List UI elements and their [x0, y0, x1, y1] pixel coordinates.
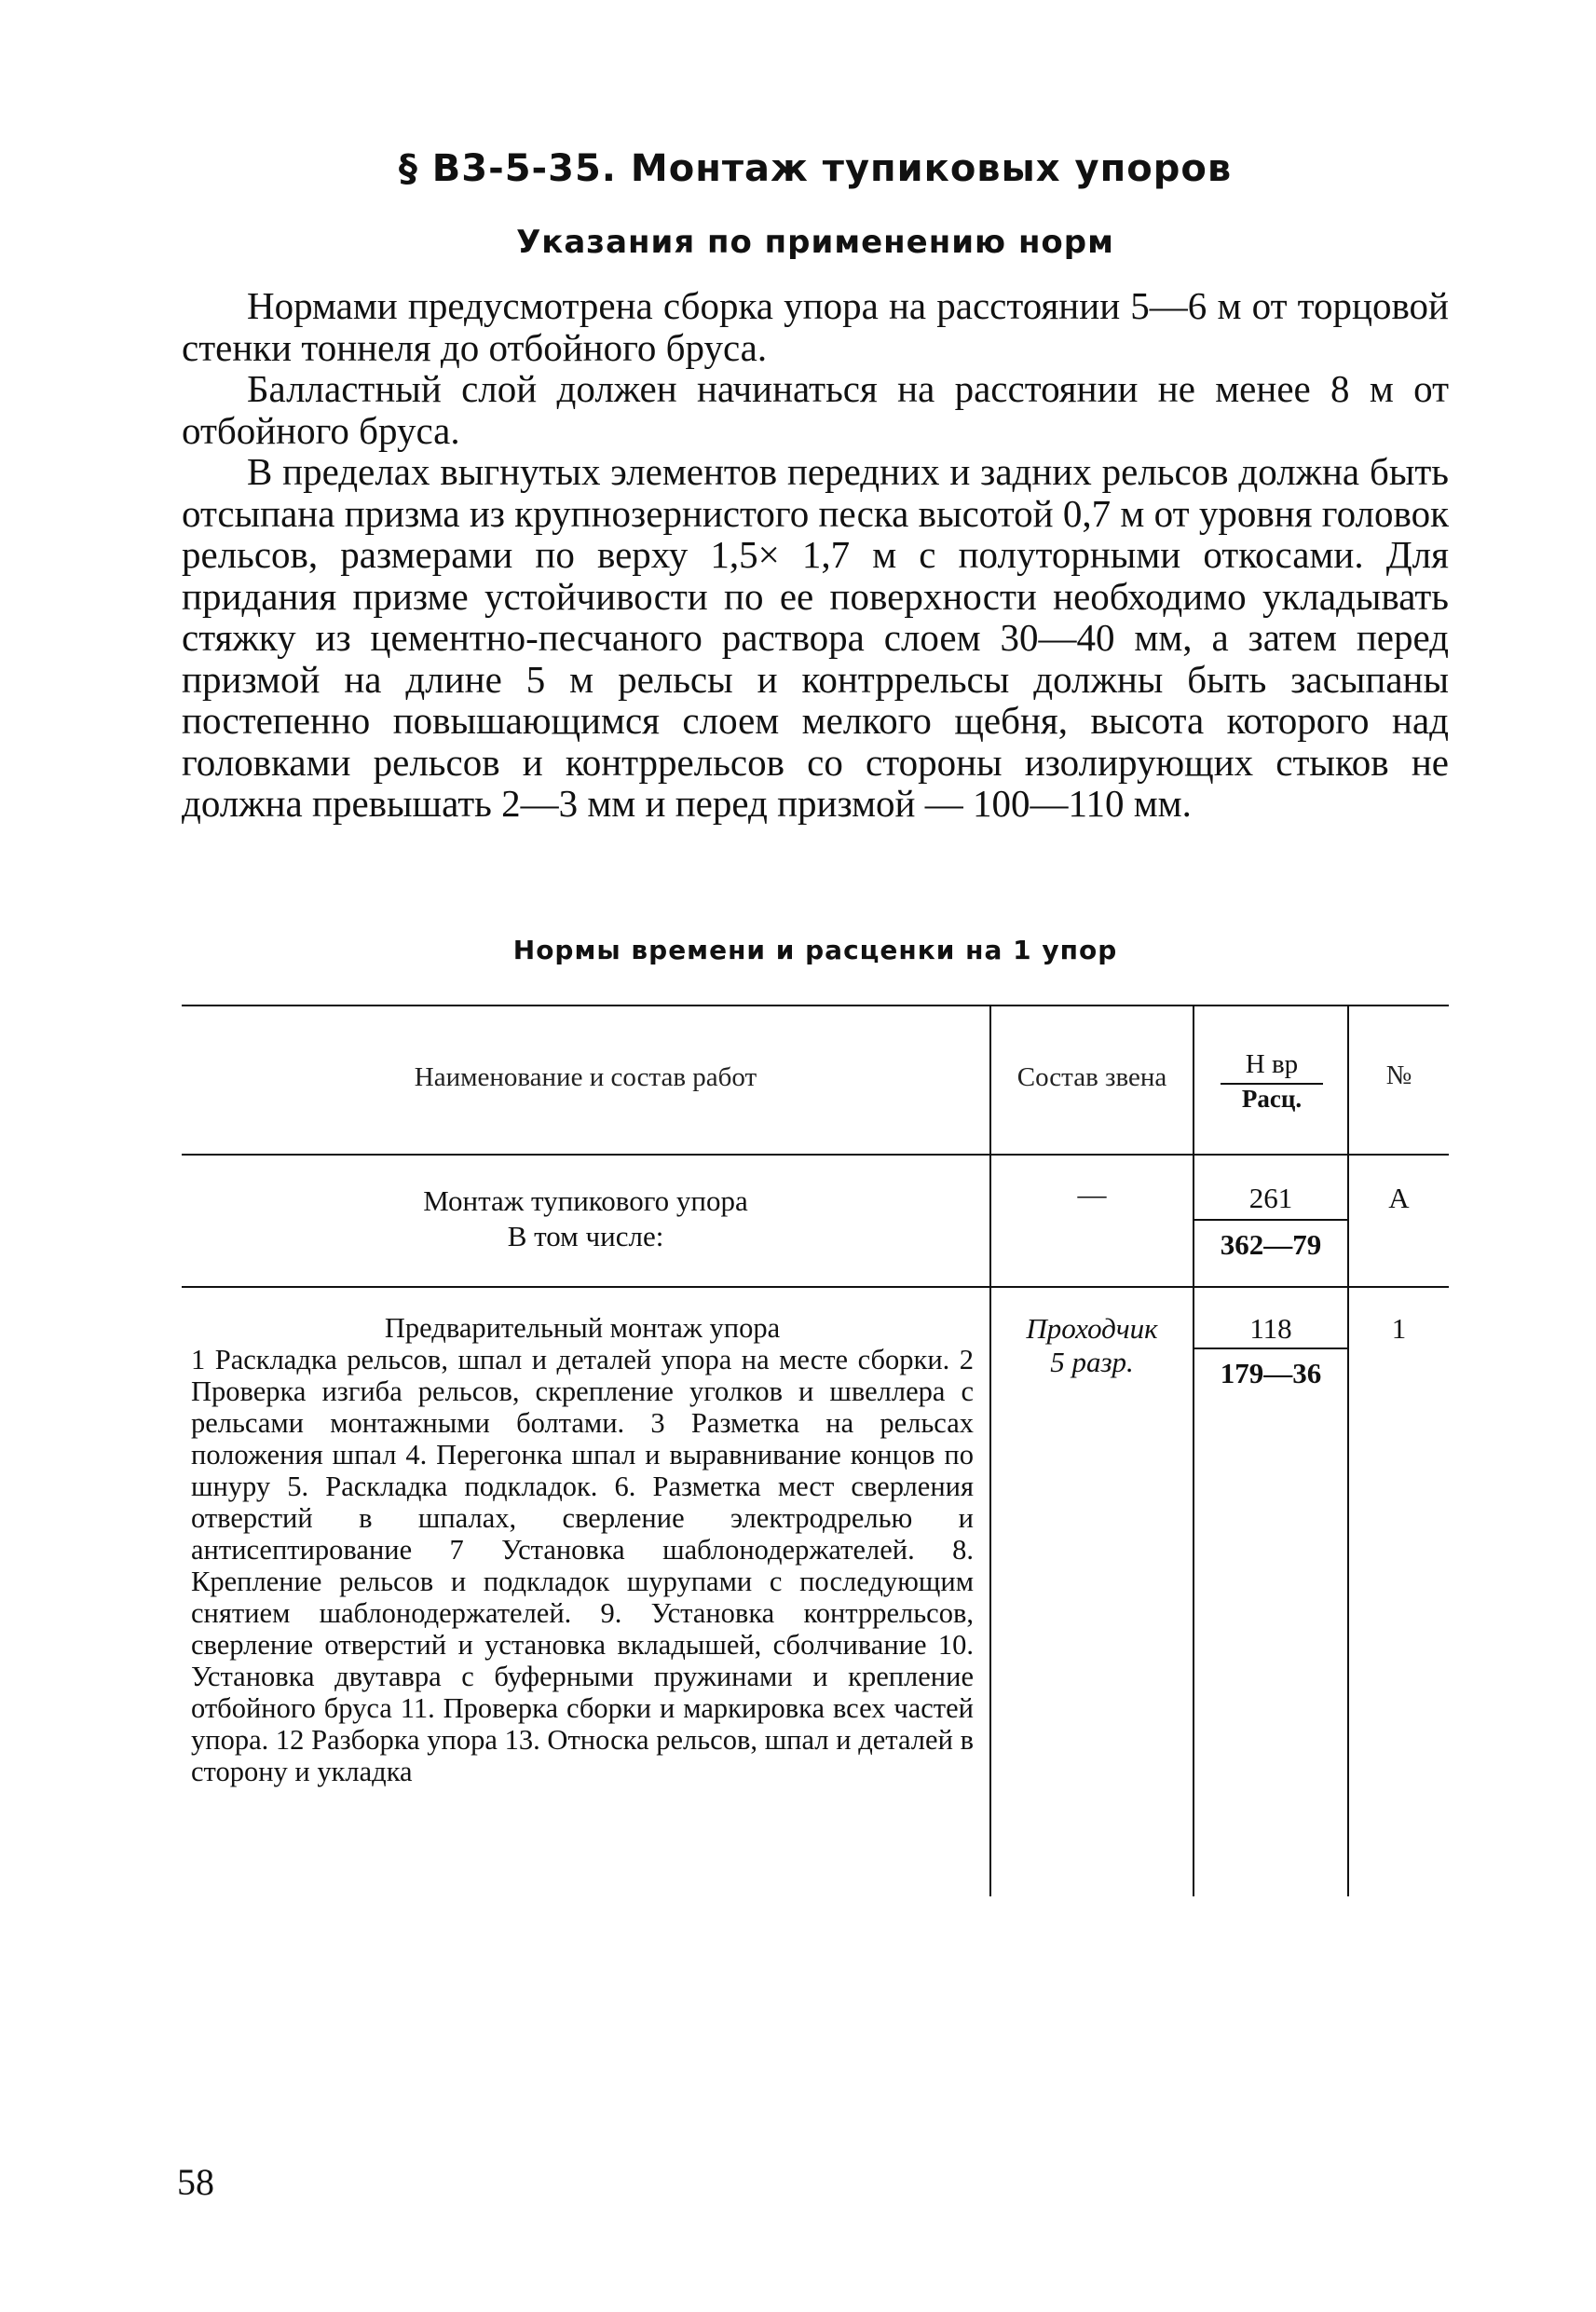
row-1-description — [191, 1312, 974, 1787]
row-a-norm-time: 261 — [1248, 1182, 1293, 1214]
row-a-number: А — [1388, 1182, 1410, 1214]
column-divider-norm — [1193, 1005, 1194, 1896]
subsection-title: Указания по применению норм — [516, 224, 1114, 261]
row-1-work-steps: 1 Раскладка рельсов, шпал и деталей упора на месте сборки. 2 Проверка изгиба рельсов, скрепление уголков и швеллера с рельсами монтажными болтами. 3 Разметка на рельсах положения шпал 4. Перегонка шпал и выравнивание концов по шнуру 5. Раскладка подкладок. 6. Разметка мест сверления отверстий в шпалах, сверление электродрелью и антисептирование 7 Установка шаблонодержателей. 8. Крепление рельсов и подкладок шурупами с последующим снятием шаблонодержателей. 9. Установка контррельсов, сверление отверстий и установка вкладышей, сболчивание 10. Установка двутавра с буферными пружинами и крепление отбойного бруса 11. Проверка сборки и маркировка всех частей упора. 12 Разборка упора 13. Относка рельсов, шпал и деталей в сторону и укладка — [191, 1344, 974, 1787]
table-top-rule — [182, 1005, 1449, 1006]
row-1-work-title: Предварительный монтаж упора — [384, 1312, 781, 1344]
table-caption: Нормы времени и расценки на 1 упор — [512, 935, 1118, 965]
row-1-rate: 179—36 — [1220, 1357, 1322, 1389]
header-norm-bottom: Расц. — [1241, 1085, 1303, 1113]
column-divider-crew — [989, 1005, 991, 1896]
header-crew: Состав звена — [1016, 1062, 1167, 1092]
row-1-number: 1 — [1391, 1312, 1407, 1345]
row-a-bottom-rule — [182, 1286, 1449, 1288]
paragraph-3: В пределах выгнутых элементов передних и задних рельсов должна быть отсыпана призма из крупнозернистого песка высотой 0,7 м от уровня головок рельсов, размерами по верху 1,5× 1,7 м с полуторными откосами. Для придания призме устойчивости по ее поверхности необходимо укладывать стяжку из цементно-песчаного раствора слоем 30—40 мм, а затем перед призмой на длине 5 м рельсы и контррельсы должны быть засыпаны постепенно повышающимся слоем мелкого щебня, высота которого над головками рельсов и контррельсов со стороны изолирующих стыков не должна превышать 2—3 мм и перед призмой — 100—110 мм. — [182, 450, 1449, 825]
section-title: § В3-5-35. Монтаж тупиковых упоров — [398, 147, 1233, 190]
column-divider-number — [1347, 1005, 1349, 1896]
paragraph-2: Балластный слой должен начинаться на расстоянии не менее 8 м от отбойного бруса. — [182, 367, 1449, 452]
row-1-norm-time: 118 — [1249, 1312, 1292, 1345]
header-work: Наименование и состав работ — [414, 1062, 757, 1092]
row-1-crew-profession: Проходчик — [1026, 1312, 1158, 1345]
header-norm-top: Н вр — [1245, 1049, 1299, 1079]
row-a-work-title: Монтаж тупикового упора — [423, 1184, 748, 1217]
paragraph-1: Нормами предусмотрена сборка упора на расстоянии 5—6 м от торцовой стенки тоннеля до отбойного бруса. — [182, 284, 1449, 369]
page-number: 58 — [177, 2161, 214, 2203]
row-a-crew: — — [1077, 1178, 1107, 1211]
header-bottom-rule — [182, 1154, 1449, 1156]
row-a-rate: 362—79 — [1220, 1228, 1322, 1261]
header-number: № — [1385, 1060, 1412, 1090]
row-1-crew-grade: 5 разр. — [1050, 1346, 1134, 1378]
row-a-work-subtitle: В том числе: — [507, 1220, 664, 1252]
instructions-text — [182, 285, 1449, 825]
row-1-fraction-line — [1194, 1348, 1347, 1349]
row-a-fraction-line — [1194, 1219, 1347, 1221]
